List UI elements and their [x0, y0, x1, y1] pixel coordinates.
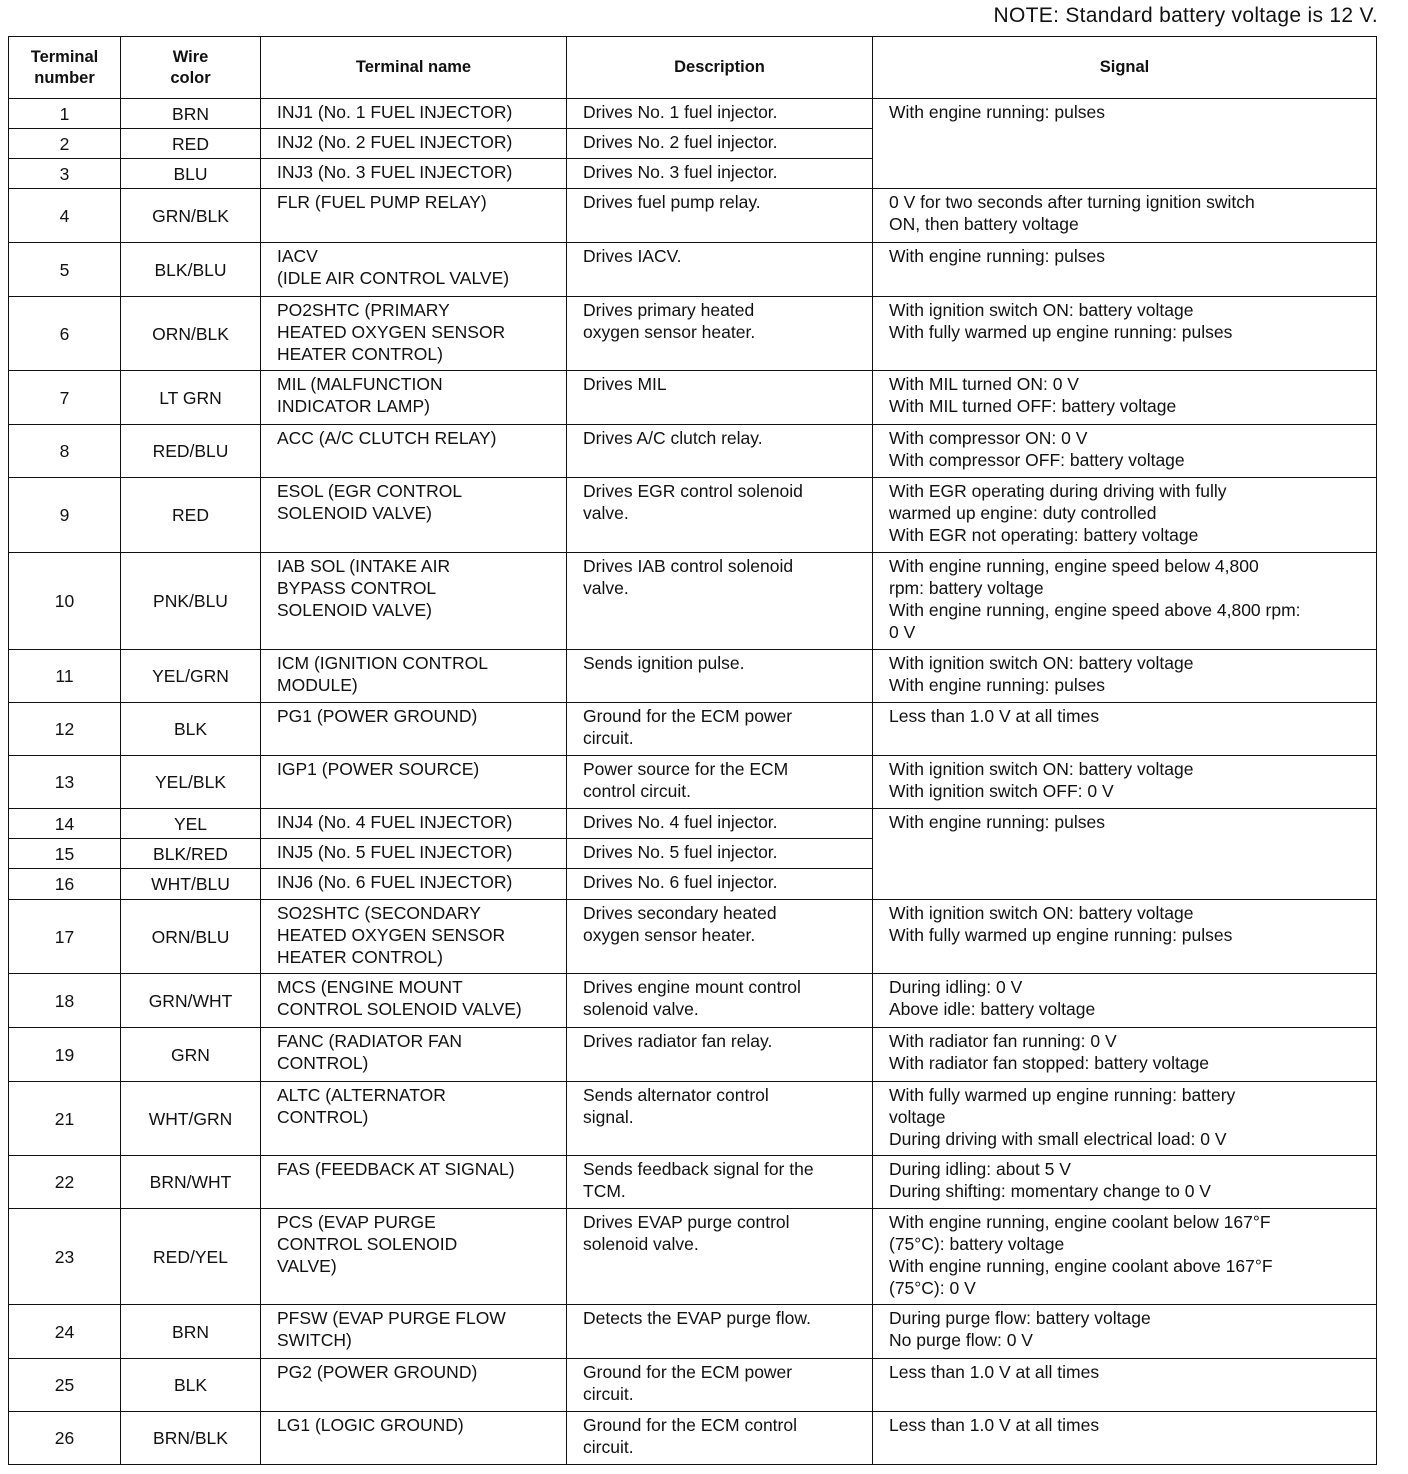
terminal-name-line: SOLENOID VALVE)	[277, 600, 432, 620]
wire-color-cell: PNK/BLU	[121, 553, 261, 650]
header-terminal-name: Terminal name	[261, 37, 567, 99]
terminal-name-cell	[261, 553, 567, 650]
wire-color-cell: YEL/GRN	[121, 650, 261, 703]
terminal-name-line: MIL (MALFUNCTION	[277, 374, 443, 394]
terminal-name-line: CONTROL SOLENOID VALVE)	[277, 999, 522, 1019]
signal-cell	[873, 756, 1377, 809]
wire-color-cell: BLK	[121, 1359, 261, 1412]
signal-line: With EGR not operating: battery voltage	[889, 525, 1199, 545]
description-line: Ground for the ECM control	[583, 1415, 797, 1435]
ecm-terminal-table	[8, 36, 1377, 1465]
terminal-name-cell	[261, 371, 567, 425]
terminal-number-cell: 25	[9, 1359, 121, 1412]
wire-color-cell: ORN/BLK	[121, 297, 261, 371]
signal-line: Less than 1.0 V at all times	[889, 706, 1100, 726]
description-cell	[567, 159, 873, 189]
description-cell	[567, 974, 873, 1028]
terminal-name-line: SWITCH)	[277, 1330, 352, 1350]
description-line: Drives A/C clutch relay.	[583, 428, 763, 448]
terminal-name-cell	[261, 1412, 567, 1465]
wire-color-cell: GRN/BLK	[121, 189, 261, 243]
terminal-name-line: FANC (RADIATOR FAN	[277, 1031, 463, 1051]
description-cell	[567, 1028, 873, 1082]
terminal-name-line: INJ6 (No. 6 FUEL INJECTOR)	[277, 872, 513, 892]
description-line: Drives EVAP purge control	[583, 1212, 790, 1232]
terminal-name-line: (IDLE AIR CONTROL VALVE)	[277, 268, 510, 288]
terminal-name-line: INJ2 (No. 2 FUEL INJECTOR)	[277, 132, 513, 152]
signal-cell	[873, 1028, 1377, 1082]
description-cell	[567, 1412, 873, 1465]
signal-cell	[873, 1082, 1377, 1156]
terminal-name-cell	[261, 809, 567, 839]
table-row	[9, 974, 1377, 1028]
wire-color-cell: BLK/RED	[121, 839, 261, 869]
signal-line: With MIL turned OFF: battery voltage	[889, 396, 1177, 416]
description-line: Drives No. 3 fuel injector.	[583, 162, 778, 182]
description-line: Sends feedback signal for the	[583, 1159, 814, 1179]
terminal-number-cell: 11	[9, 650, 121, 703]
table-row	[9, 1359, 1377, 1412]
description-line: circuit.	[583, 1384, 634, 1404]
wire-color-cell: RED	[121, 478, 261, 553]
terminal-name-cell	[261, 1082, 567, 1156]
signal-line: With ignition switch OFF: 0 V	[889, 781, 1114, 801]
signal-line: warmed up engine: duty controlled	[889, 503, 1157, 523]
table-row	[9, 425, 1377, 478]
terminal-name-line: IAB SOL (INTAKE AIR	[277, 556, 451, 576]
signal-cell	[873, 425, 1377, 478]
signal-line: With ignition switch ON: battery voltage	[889, 903, 1194, 923]
terminal-number-cell: 10	[9, 553, 121, 650]
signal-cell	[873, 1359, 1377, 1412]
signal-line: During idling: 0 V	[889, 977, 1023, 997]
table-row	[9, 809, 1377, 839]
description-line: solenoid valve.	[583, 1234, 699, 1254]
terminal-name-cell	[261, 159, 567, 189]
terminal-name-line: MCS (ENGINE MOUNT	[277, 977, 463, 997]
signal-cell	[873, 1412, 1377, 1465]
terminal-number-cell: 13	[9, 756, 121, 809]
terminal-number-cell: 4	[9, 189, 121, 243]
header-signal: Signal	[873, 37, 1377, 99]
table-row	[9, 703, 1377, 756]
terminal-number-cell: 9	[9, 478, 121, 553]
description-line: solenoid valve.	[583, 999, 699, 1019]
description-line: Ground for the ECM power	[583, 706, 793, 726]
table-row	[9, 99, 1377, 129]
terminal-name-line: INJ1 (No. 1 FUEL INJECTOR)	[277, 102, 513, 122]
header-wire-color-line: Wire	[172, 47, 209, 66]
terminal-name-cell	[261, 243, 567, 297]
description-line: valve.	[583, 578, 629, 598]
signal-cell	[873, 1156, 1377, 1209]
signal-line: During idling: about 5 V	[889, 1159, 1071, 1179]
table-body	[9, 99, 1377, 1465]
signal-line: rpm: battery voltage	[889, 578, 1044, 598]
terminal-name-cell	[261, 1028, 567, 1082]
signal-line: With engine running, engine speed below 4,800	[889, 556, 1259, 576]
signal-line: With ignition switch ON: battery voltage	[889, 300, 1194, 320]
signal-line: voltage	[889, 1107, 946, 1127]
terminal-name-line: IACV	[277, 246, 318, 266]
terminal-name-cell	[261, 1156, 567, 1209]
signal-line: With engine running: pulses	[889, 246, 1105, 266]
terminal-name-line: PG2 (POWER GROUND)	[277, 1362, 478, 1382]
signal-line: During purge flow: battery voltage	[889, 1308, 1151, 1328]
wire-color-cell: BRN	[121, 99, 261, 129]
terminal-name-line: INDICATOR LAMP)	[277, 396, 430, 416]
signal-line: With engine running: pulses	[889, 102, 1105, 122]
signal-cell	[873, 1305, 1377, 1359]
table-row	[9, 371, 1377, 425]
description-line: circuit.	[583, 1437, 634, 1457]
signal-line: With engine running: pulses	[889, 675, 1105, 695]
table-row	[9, 1156, 1377, 1209]
terminal-number-cell: 22	[9, 1156, 121, 1209]
description-cell	[567, 1082, 873, 1156]
description-cell	[567, 839, 873, 869]
terminal-name-cell	[261, 1305, 567, 1359]
description-cell	[567, 1156, 873, 1209]
signal-line: Less than 1.0 V at all times	[889, 1415, 1100, 1435]
signal-line: During shifting: momentary change to 0 V	[889, 1181, 1211, 1201]
terminal-name-cell	[261, 900, 567, 974]
signal-cell	[873, 478, 1377, 553]
signal-cell	[873, 809, 1377, 900]
signal-cell	[873, 189, 1377, 243]
terminal-name-line: ALTC (ALTERNATOR	[277, 1085, 446, 1105]
table-row	[9, 553, 1377, 650]
header-wire-color	[121, 37, 261, 99]
description-line: Drives No. 1 fuel injector.	[583, 102, 778, 122]
description-line: oxygen sensor heater.	[583, 925, 756, 945]
description-line: control circuit.	[583, 781, 691, 801]
signal-cell	[873, 1209, 1377, 1305]
wire-color-cell: BLK/BLU	[121, 243, 261, 297]
description-cell	[567, 1209, 873, 1305]
signal-line: With radiator fan running: 0 V	[889, 1031, 1117, 1051]
description-line: Power source for the ECM	[583, 759, 789, 779]
terminal-number-cell: 3	[9, 159, 121, 189]
terminal-name-line: MODULE)	[277, 675, 358, 695]
table-row	[9, 756, 1377, 809]
signal-line: With fully warmed up engine running: pulses	[889, 322, 1233, 342]
description-line: Drives No. 6 fuel injector.	[583, 872, 778, 892]
terminal-name-cell	[261, 869, 567, 900]
description-cell	[567, 371, 873, 425]
table-row	[9, 243, 1377, 297]
wire-color-cell: LT GRN	[121, 371, 261, 425]
description-line: oxygen sensor heater.	[583, 322, 756, 342]
signal-line: With engine running, engine speed above 4,800 rpm:	[889, 600, 1301, 620]
terminal-name-cell	[261, 756, 567, 809]
terminal-name-cell	[261, 650, 567, 703]
terminal-name-cell	[261, 129, 567, 159]
terminal-number-cell: 5	[9, 243, 121, 297]
header-row	[9, 37, 1377, 99]
wire-color-cell: BLU	[121, 159, 261, 189]
terminal-name-line: IGP1 (POWER SOURCE)	[277, 759, 480, 779]
description-line: signal.	[583, 1107, 634, 1127]
terminal-number-cell: 16	[9, 869, 121, 900]
terminal-name-cell	[261, 703, 567, 756]
description-line: Drives EGR control solenoid	[583, 481, 803, 501]
wire-color-cell: ORN/BLU	[121, 900, 261, 974]
description-line: Sends ignition pulse.	[583, 653, 745, 673]
wire-color-cell: RED	[121, 129, 261, 159]
description-cell	[567, 478, 873, 553]
table-row	[9, 650, 1377, 703]
description-cell	[567, 189, 873, 243]
signal-line: No purge flow: 0 V	[889, 1330, 1033, 1350]
terminal-number-cell: 19	[9, 1028, 121, 1082]
signal-line: With ignition switch ON: battery voltage	[889, 759, 1194, 779]
signal-cell	[873, 650, 1377, 703]
wire-color-cell: YEL	[121, 809, 261, 839]
wire-color-cell: GRN/WHT	[121, 974, 261, 1028]
signal-line: With compressor OFF: battery voltage	[889, 450, 1185, 470]
terminal-name-line: VALVE)	[277, 1256, 337, 1276]
terminal-name-line: HEATER CONTROL)	[277, 344, 443, 364]
terminal-number-cell: 12	[9, 703, 121, 756]
description-cell	[567, 1305, 873, 1359]
header-wire-color-line: color	[170, 68, 211, 87]
description-cell	[567, 809, 873, 839]
signal-line: With compressor ON: 0 V	[889, 428, 1088, 448]
header-terminal-number-line: number	[34, 68, 95, 87]
wire-color-cell: BRN/WHT	[121, 1156, 261, 1209]
terminal-name-line: CONTROL)	[277, 1053, 369, 1073]
signal-line: With fully warmed up engine running: battery	[889, 1085, 1236, 1105]
description-line: Drives engine mount control	[583, 977, 801, 997]
terminal-name-line: INJ4 (No. 4 FUEL INJECTOR)	[277, 812, 513, 832]
terminal-name-cell	[261, 478, 567, 553]
table-row	[9, 1028, 1377, 1082]
wire-color-cell: GRN	[121, 1028, 261, 1082]
description-cell	[567, 900, 873, 974]
signal-cell	[873, 371, 1377, 425]
terminal-name-line: HEATER CONTROL)	[277, 947, 443, 967]
wire-color-cell: BRN	[121, 1305, 261, 1359]
terminal-number-cell: 7	[9, 371, 121, 425]
signal-cell	[873, 243, 1377, 297]
terminal-name-cell	[261, 297, 567, 371]
terminal-name-cell	[261, 1209, 567, 1305]
description-cell	[567, 703, 873, 756]
terminal-name-cell	[261, 99, 567, 129]
signal-line: With EGR operating during driving with fully	[889, 481, 1227, 501]
terminal-number-cell: 18	[9, 974, 121, 1028]
signal-line: 0 V for two seconds after turning ignition switch	[889, 192, 1255, 212]
signal-line: With engine running, engine coolant above 167°F	[889, 1256, 1273, 1276]
terminal-name-line: FLR (FUEL PUMP RELAY)	[277, 192, 487, 212]
terminal-name-cell	[261, 189, 567, 243]
terminal-number-cell: 2	[9, 129, 121, 159]
terminal-name-line: PO2SHTC (PRIMARY	[277, 300, 450, 320]
terminal-name-line: LG1 (LOGIC GROUND)	[277, 1415, 464, 1435]
terminal-name-line: INJ3 (No. 3 FUEL INJECTOR)	[277, 162, 513, 182]
description-cell	[567, 297, 873, 371]
terminal-name-cell	[261, 974, 567, 1028]
signal-line: With MIL turned ON: 0 V	[889, 374, 1079, 394]
terminal-name-line: SO2SHTC (SECONDARY	[277, 903, 481, 923]
signal-line: With ignition switch ON: battery voltage	[889, 653, 1194, 673]
description-cell	[567, 553, 873, 650]
description-line: Drives IAB control solenoid	[583, 556, 794, 576]
table-row	[9, 189, 1377, 243]
terminal-name-line: SOLENOID VALVE)	[277, 503, 432, 523]
terminal-number-cell: 17	[9, 900, 121, 974]
wire-color-cell: RED/BLU	[121, 425, 261, 478]
description-line: valve.	[583, 503, 629, 523]
table-row	[9, 1082, 1377, 1156]
description-cell	[567, 1359, 873, 1412]
signal-line: Above idle: battery voltage	[889, 999, 1096, 1019]
signal-cell	[873, 99, 1377, 189]
terminal-name-cell	[261, 425, 567, 478]
terminal-name-line: FAS (FEEDBACK AT SIGNAL)	[277, 1159, 515, 1179]
description-cell	[567, 425, 873, 478]
signal-cell	[873, 900, 1377, 974]
terminal-name-line: CONTROL)	[277, 1107, 369, 1127]
terminal-name-line: ACC (A/C CLUTCH RELAY)	[277, 428, 497, 448]
table-row	[9, 1412, 1377, 1465]
description-line: Drives No. 5 fuel injector.	[583, 842, 778, 862]
description-line: Drives No. 4 fuel injector.	[583, 812, 778, 832]
header-description: Description	[567, 37, 873, 99]
signal-line: ON, then battery voltage	[889, 214, 1079, 234]
terminal-name-line: HEATED OXYGEN SENSOR	[277, 322, 506, 342]
terminal-number-cell: 6	[9, 297, 121, 371]
description-line: Ground for the ECM power	[583, 1362, 793, 1382]
signal-cell	[873, 553, 1377, 650]
description-cell	[567, 243, 873, 297]
signal-cell	[873, 703, 1377, 756]
table-row	[9, 1305, 1377, 1359]
terminal-number-cell: 14	[9, 809, 121, 839]
terminal-number-cell: 26	[9, 1412, 121, 1465]
terminal-number-cell: 23	[9, 1209, 121, 1305]
signal-line: 0 V	[889, 622, 916, 642]
signal-line: (75°C): 0 V	[889, 1278, 976, 1298]
terminal-name-line: BYPASS CONTROL	[277, 578, 437, 598]
description-cell	[567, 99, 873, 129]
signal-cell	[873, 297, 1377, 371]
description-line: Drives IACV.	[583, 246, 682, 266]
description-line: Drives MIL	[583, 374, 667, 394]
header-terminal-number-line: Terminal	[30, 47, 99, 66]
signal-cell	[873, 974, 1377, 1028]
signal-line: With radiator fan stopped: battery voltage	[889, 1053, 1210, 1073]
description-line: TCM.	[583, 1181, 626, 1201]
header-terminal-number	[9, 37, 121, 99]
terminal-number-cell: 1	[9, 99, 121, 129]
table-row	[9, 900, 1377, 974]
terminal-number-cell: 24	[9, 1305, 121, 1359]
description-cell	[567, 650, 873, 703]
signal-line: Less than 1.0 V at all times	[889, 1362, 1100, 1382]
description-line: Drives radiator fan relay.	[583, 1031, 773, 1051]
wire-color-cell: BLK	[121, 703, 261, 756]
description-line: Detects the EVAP purge flow.	[583, 1308, 811, 1328]
signal-line: With engine running, engine coolant below 167°F	[889, 1212, 1271, 1232]
wire-color-cell: YEL/BLK	[121, 756, 261, 809]
wire-color-cell: BRN/BLK	[121, 1412, 261, 1465]
description-line: Sends alternator control	[583, 1085, 769, 1105]
terminal-number-cell: 21	[9, 1082, 121, 1156]
terminal-name-cell	[261, 1359, 567, 1412]
terminal-name-line: PG1 (POWER GROUND)	[277, 706, 478, 726]
description-cell	[567, 756, 873, 809]
terminal-name-cell	[261, 839, 567, 869]
description-cell	[567, 869, 873, 900]
terminal-number-cell: 8	[9, 425, 121, 478]
terminal-name-line: PCS (EVAP PURGE	[277, 1212, 436, 1232]
description-line: Drives No. 2 fuel injector.	[583, 132, 778, 152]
wire-color-cell: RED/YEL	[121, 1209, 261, 1305]
description-line: Drives primary heated	[583, 300, 755, 320]
table-row	[9, 297, 1377, 371]
battery-voltage-note: NOTE: Standard battery voltage is 12 V.	[993, 4, 1378, 27]
terminal-number-cell: 15	[9, 839, 121, 869]
terminal-name-line: INJ5 (No. 5 FUEL INJECTOR)	[277, 842, 513, 862]
table-row	[9, 1209, 1377, 1305]
terminal-name-line: ICM (IGNITION CONTROL	[277, 653, 488, 673]
description-cell	[567, 129, 873, 159]
description-line: Drives fuel pump relay.	[583, 192, 761, 212]
terminal-name-line: ESOL (EGR CONTROL	[277, 481, 463, 501]
terminal-name-line: HEATED OXYGEN SENSOR	[277, 925, 506, 945]
signal-line: During driving with small electrical load: 0 V	[889, 1129, 1227, 1149]
description-line: Drives secondary heated	[583, 903, 777, 923]
signal-line: With engine running: pulses	[889, 812, 1105, 832]
wire-color-cell: WHT/BLU	[121, 869, 261, 900]
description-line: circuit.	[583, 728, 634, 748]
wire-color-cell: WHT/GRN	[121, 1082, 261, 1156]
terminal-name-line: CONTROL SOLENOID	[277, 1234, 458, 1254]
terminal-name-line: PFSW (EVAP PURGE FLOW	[277, 1308, 506, 1328]
signal-line: With fully warmed up engine running: pulses	[889, 925, 1233, 945]
table-row	[9, 478, 1377, 553]
signal-line: (75°C): battery voltage	[889, 1234, 1065, 1254]
